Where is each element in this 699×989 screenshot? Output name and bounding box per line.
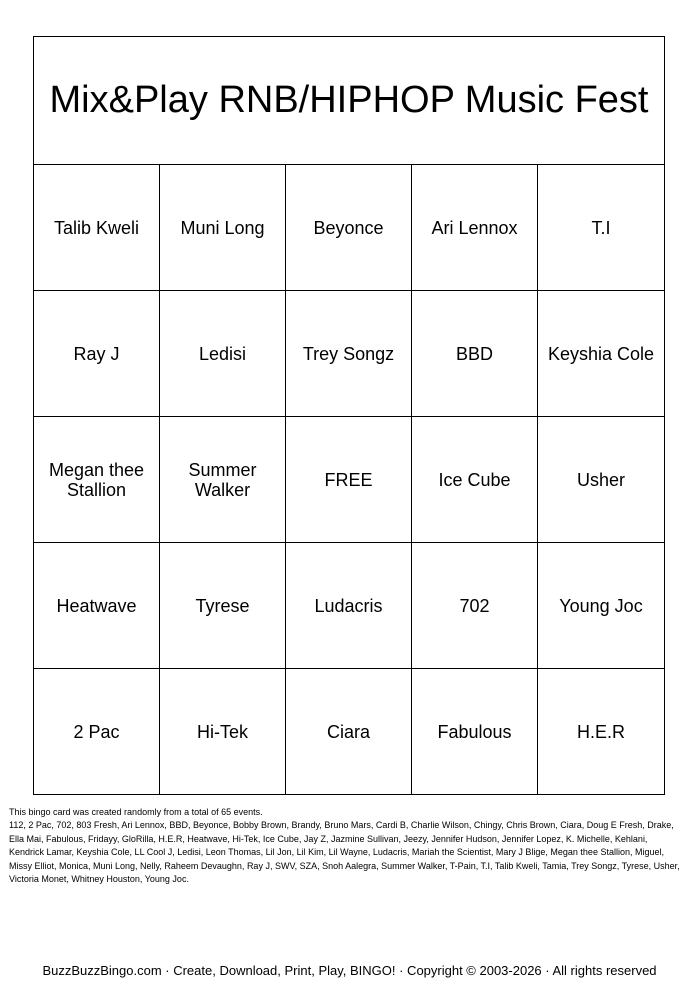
- bingo-cell: Megan thee Stallion: [34, 417, 160, 543]
- bingo-cell: Fabulous: [412, 669, 538, 795]
- bingo-cell: Muni Long: [160, 165, 286, 291]
- bingo-cell: Tyrese: [160, 543, 286, 669]
- bingo-cell: Ludacris: [286, 543, 412, 669]
- bingo-cell: Heatwave: [34, 543, 160, 669]
- bingo-cell: BBD: [412, 291, 538, 417]
- free-space-cell: FREE: [286, 417, 412, 543]
- card-info: [9, 806, 684, 886]
- bingo-cell: Beyonce: [286, 165, 412, 291]
- bingo-cell: H.E.R: [576, 722, 625, 742]
- bingo-grid: [34, 165, 664, 795]
- bingo-cell: 702: [412, 543, 538, 669]
- bingo-cell: T.I: [538, 165, 664, 291]
- bingo-cell: Ray J: [34, 291, 160, 417]
- bingo-cell: Ari Lennox: [412, 165, 538, 291]
- bingo-cell: Talib Kweli: [34, 165, 160, 291]
- bingo-cell: Ledisi: [160, 291, 286, 417]
- card-title: Mix&Play RNB/HIPHOP Music Fest: [34, 37, 664, 165]
- card-info-intro: This bingo card was created randomly from a total of 65 events.: [9, 807, 263, 817]
- bingo-cell: Ciara: [286, 669, 412, 795]
- bingo-cell: Ice Cube: [412, 417, 538, 543]
- bingo-cell: Usher: [538, 417, 664, 543]
- bingo-cell: Keyshia Cole: [538, 291, 664, 417]
- bingo-cell: Hi-Tek: [160, 669, 286, 795]
- bingo-cell: 2 Pac: [34, 669, 160, 795]
- bingo-card: [33, 36, 665, 795]
- footer-text: BuzzBuzzBingo.com · Create, Download, Print, Play, BINGO! · Copyright © 2003-2026 · All rights reserved: [42, 963, 657, 978]
- bingo-cell: Summer Walker: [160, 417, 286, 543]
- bingo-cell: Trey Songz: [286, 291, 412, 417]
- event-list: 112, 2 Pac, 702, 803 Fresh, Ari Lennox, BBD, Beyonce, Bobby Brown, Brandy, Bruno Mars, Cardi B, Charlie Wilson, Chingy, Chris Brown, Ciara, Doug E Fresh, Drake, Ella Mai, Fabulous, Fridayy, GloRilla, H.E.R, Heatwave, Hi-Tek, Ice Cube, Jay Z, Jazmine Sullivan, Jeezy, Jennifer Hudson, Jennifer Lopez, K. Michelle, Kehlani, Kendrick Lamar, Keyshia Cole, LL Cool J, Ledisi, Leon Thomas, Lil Jon, Lil Kim, Lil Wayne, Ludacris, Mariah the Scientist, Mary J Blige, Megan thee Stallion, Miguel, Missy Elliot, Monica, Muni Long, Nelly, Raheem Devaughn, Ray J, SWV, SZA, Snoh Aalegra, Summer Walker, T-Pain, T.I, Talib Kweli, Tamia, Trey Songz, Tyrese, Usher, Victoria Monet, Whitney Houston, Young Joc.: [9, 820, 680, 885]
- bingo-cell: Young Joc: [538, 543, 664, 669]
